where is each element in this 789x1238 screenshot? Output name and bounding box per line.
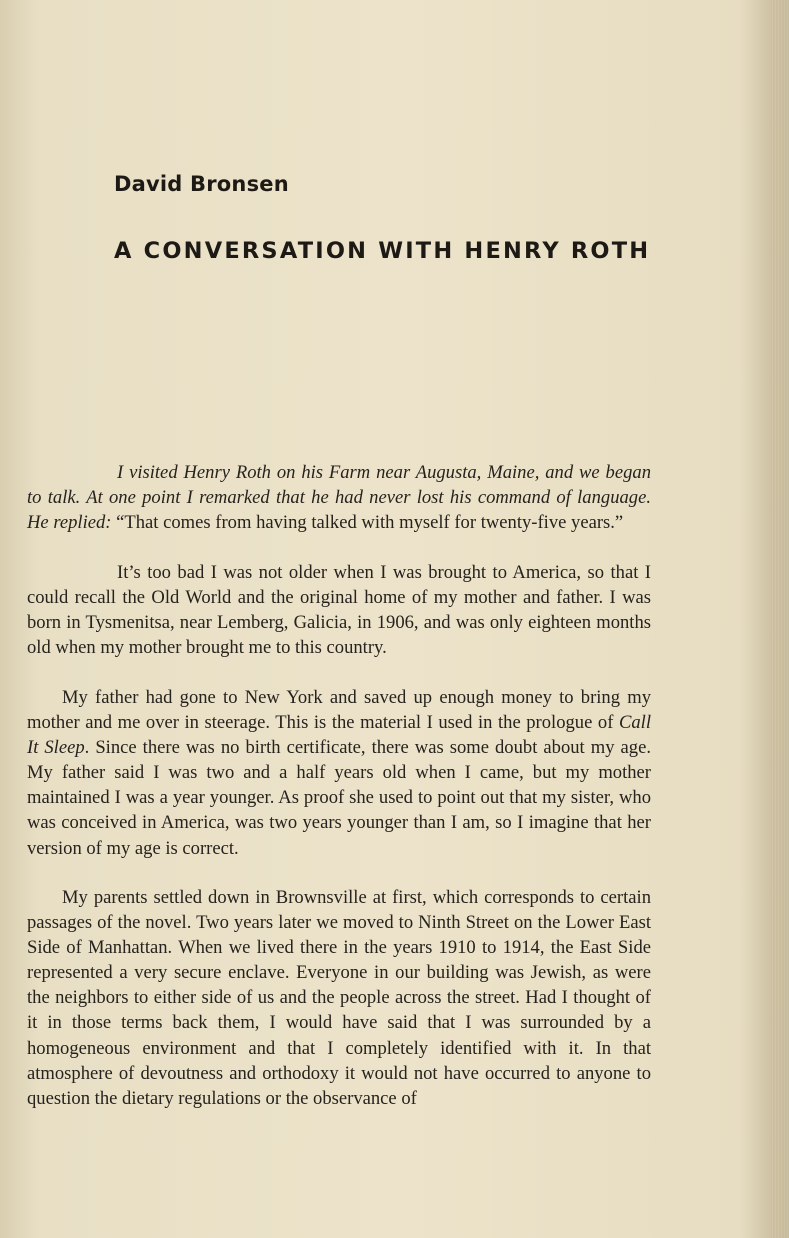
article-title: A CONVERSATION WITH HENRY ROTH [114,238,651,264]
author-name: David Bronsen [114,172,289,196]
intro-quote-text: “That comes from having talked with myself for twenty-five years.” [111,512,624,534]
body-paragraph-1: It’s too bad I was not older when I was brought to America, so that I could recall the Old World and the original home of my mother and father. I was born in Tysmenitsa, near Lemberg, Galicia, in 1906, and was only eighteen months old when my mother brought me to this country. [27,562,651,659]
body-paragraph-2 [27,685,651,861]
paragraph-2-text-b: . Since there was no birth certificate, there was some doubt about my age. My father said I was two and a half years old when I came, but my mother maintained I was a year younger. As proof she used to point out that my sister, who was conceived in America, was two years younger than I am, so I imagine that her version of my age is correct. [27,737,651,859]
intro-italic-text: I visited Henry Roth on his Farm near Augusta, Maine, and we began to talk. At one point I remarked that he had never lost his command of language. He replied: [27,462,651,534]
book-title-italic: Call It Sleep [27,712,651,759]
body-paragraph-3: My parents settled down in Brownsville at first, which corresponds to certain passages of the novel. Two years later we moved to Ninth Street on the Lower East Side of Manhattan. When we lived there in the years 1910 to 1914, the East Side represented a very secure enclave. Everyone in our building was Jewish, as were the neighbors to either side of us and the people across the street. Had I thought of it in those terms back them, I would have said that I was surrounded by a homogeneous environment and that I completely identified with it. In that atmosphere of devoutness and orthodoxy it would not have occurred to anyone to question the dietary regulations or the observance of [27,887,651,1109]
paragraph-2-text-a: My father had gone to New York and saved up enough money to bring my mother and me over in steerage. This is the material I used in the prologue of [27,687,651,734]
intro-paragraph [27,460,651,535]
page-edge [771,0,789,1238]
